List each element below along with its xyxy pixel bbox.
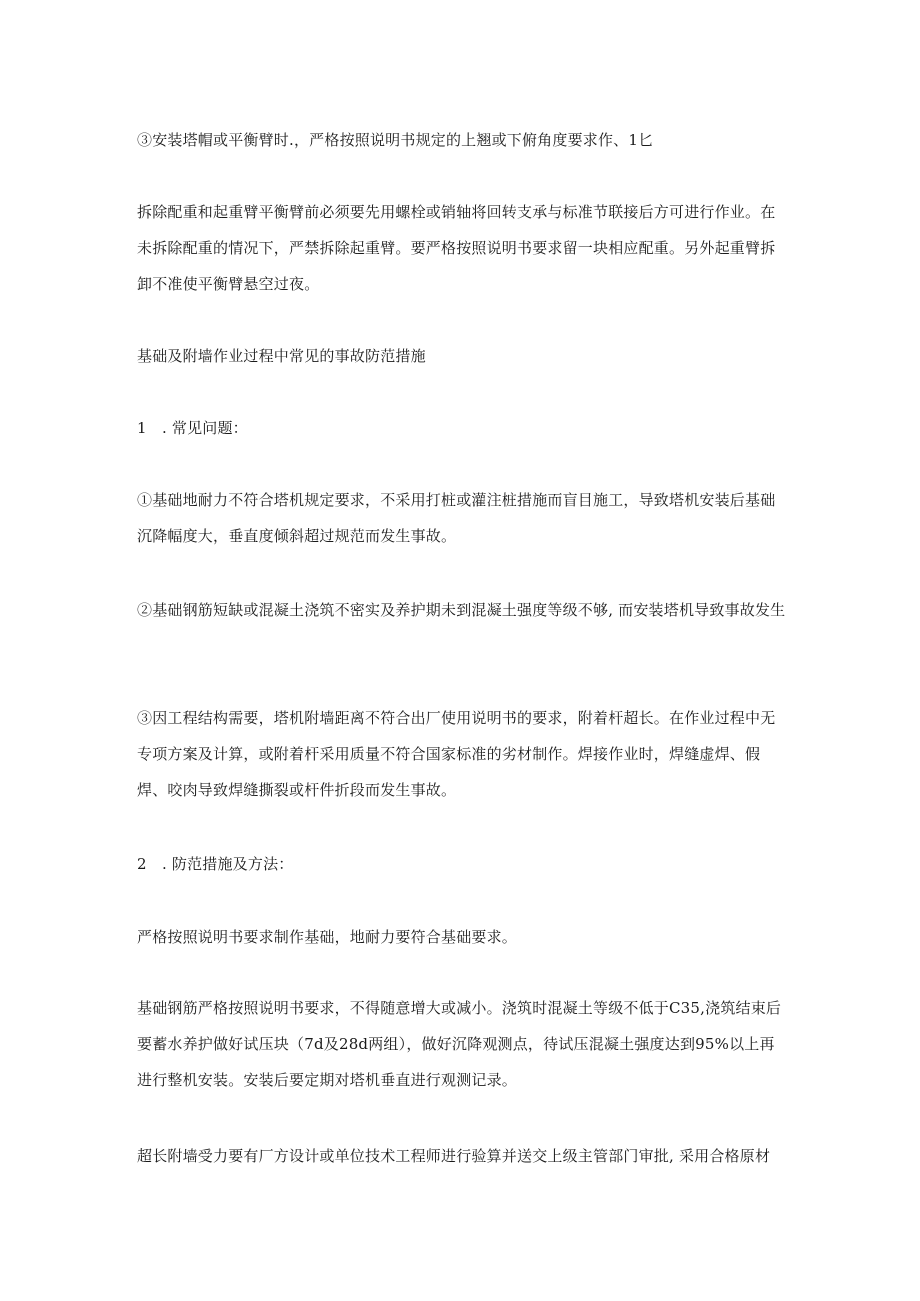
paragraph-counterweight-removal: 拆除配重和起重臂平衡臂前必须要先用螺栓或销轴将回转支承与标准节联接后方可进行作业。在未拆除配重的情况下，严禁拆除起重臂。要严格按照说明书要求留一块相应配重。另外起重臂拆卸不准使平衡臂悬空过夜。 (137, 203, 776, 293)
subheading-prevention-measures: 2 . 防范措施及方法： (137, 855, 294, 873)
paragraph-problem-rebar-concrete: ②基础钢筋短缺或混凝土浇筑不密实及养护期未到混凝土强度等级不够, 而安装塔机导致事故发生 (137, 601, 786, 619)
subheading-common-problems: 1 . 常见问题： (137, 419, 248, 437)
section-heading-foundation: 基础及附墙作业过程中常见的事故防范措施 (137, 347, 426, 365)
paragraph-problem-wall-tie: ③因工程结构需要，塔机附墙距离不符合出厂使用说明书的要求，附着杆超长。在作业过程中无专项方案及计算，或附着杆采用质量不符合国家标准的劣材制作。焊接作业时，焊缝虚焊、假焊、咬肉导致焊缝撕裂或杆件折段而发生事故。 (137, 709, 776, 799)
paragraph-measure-rebar-concrete: 基础钢筋严格按照说明书要求，不得随意增大或减小。浇筑时混凝土等级不低于C35,浇筑结束后要蓄水养护做好试压块（7d及28d两组），做好沉降观测点，待试压混凝土强度达到95%以上再进行整机安装。安装后要定期对塔机垂直进行观测记录。 (137, 999, 782, 1089)
paragraph-measure-long-wall-tie: 超长附墙受力要有厂方设计或单位技术工程师进行验算并送交上级主管部门审批, 采用合格原材 (137, 1147, 771, 1165)
paragraph-measure-foundation: 严格按照说明书要求制作基础，地耐力要符合基础要求。 (137, 928, 518, 946)
paragraph-problem-bearing-capacity: ①基础地耐力不符合塔机规定要求，不采用打桩或灌注桩措施而盲目施工，导致塔机安装后基础沉降幅度大，垂直度倾斜超过规范而发生事故。 (137, 491, 776, 545)
paragraph-tower-cap-install: ③安装塔帽或平衡臂时.，严格按照说明书规定的上翘或下俯角度要求作、1匕 (137, 131, 654, 149)
